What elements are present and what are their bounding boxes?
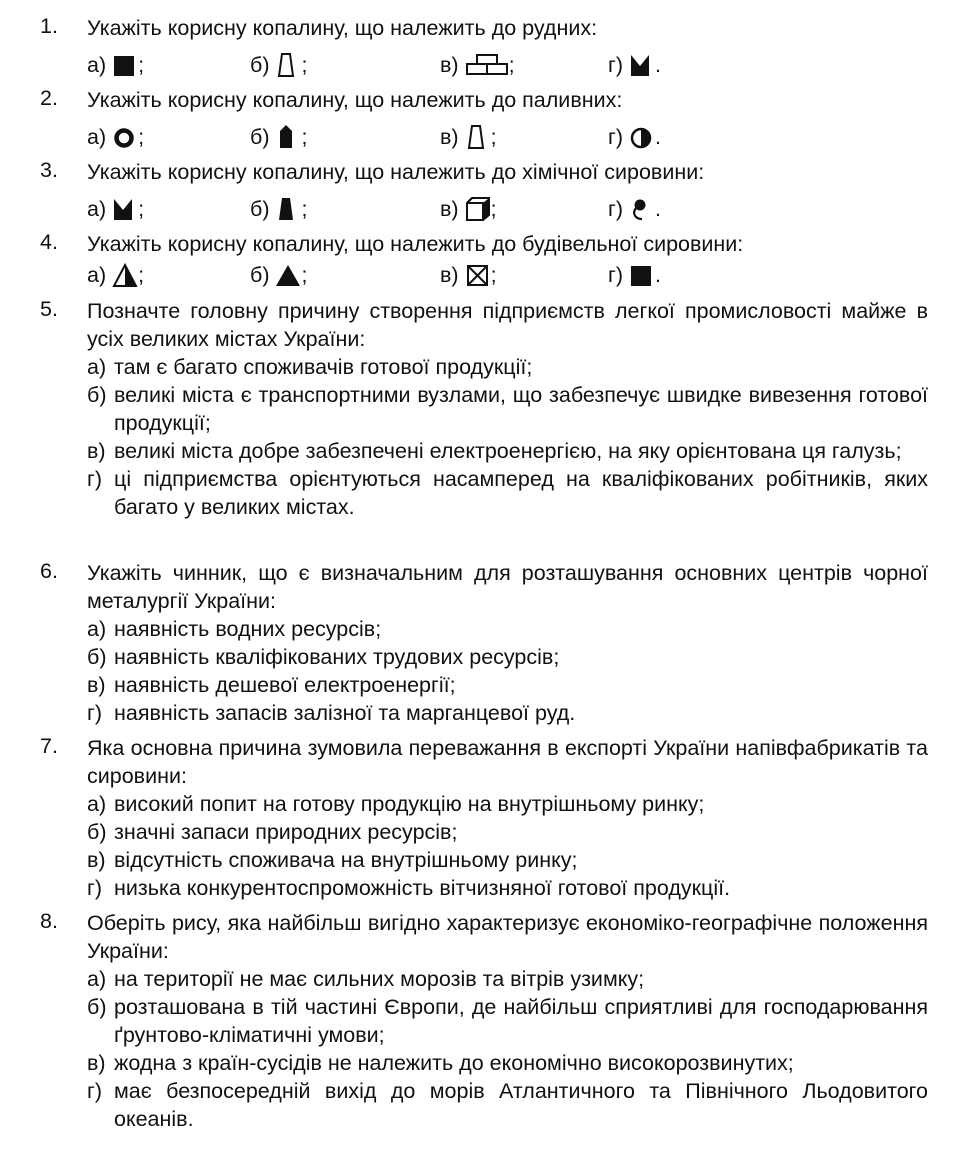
option-label: в) [440,124,459,149]
option-label: в) [440,262,459,287]
option-g[interactable] [608,258,661,292]
question-text: Яка основна причина зумовила переважання в експорті України напівфабрикатів та сировини: [87,736,928,788]
options-row [40,48,928,82]
answer-label: а) [87,967,107,991]
option-label: г) [608,262,624,287]
answer-label: а) [87,617,107,641]
option-label: а) [87,262,107,287]
option-g[interactable] [608,120,661,154]
answer-v[interactable] [87,437,928,465]
answer-a[interactable] [87,965,928,993]
black-square-icon [112,52,138,78]
answer-v[interactable] [87,671,928,699]
thick-ring-icon [112,124,138,150]
answer-g[interactable] [87,465,928,521]
answer-label: в) [87,848,106,872]
answer-label: в) [87,1051,106,1075]
half-filled-triangle-icon [112,262,138,288]
question-8 [40,909,928,1133]
answer-g[interactable] [87,1077,928,1133]
answer-text: великі міста є транспортними вузлами, що забезпечує швидке вивезення готової продукції; [114,383,928,435]
answer-text: наявність дешевої електроенергії; [114,673,456,697]
option-suffix: . [655,52,661,77]
answer-label: б) [87,383,107,407]
question-number: 1. [40,14,58,38]
answer-text: на території не має сильних морозів та вітрів узимку; [114,967,645,991]
answer-list [87,353,928,521]
options-row [40,258,928,292]
question-text: Укажіть корисну копалину, що належить до паливних: [87,88,623,112]
option-label: в) [440,52,459,77]
answer-text: високий попит на готову продукцію на внутрішньому ринку; [114,792,705,816]
crossed-square-icon [465,262,491,288]
answer-text: відсутність споживача на внутрішньому ринку; [114,848,578,872]
answer-label: в) [87,439,106,463]
answer-text: має безпосередній вихід до морів Атлантичного та Північного Льодовитого океанів. [114,1079,928,1131]
answer-g[interactable] [87,874,928,902]
hook-drop-icon [629,196,655,222]
question-text: Укажіть корисну копалину, що належить до рудних: [87,16,598,40]
option-label: в) [440,196,459,221]
question-number: 6. [40,559,58,583]
outline-trapezoid-icon [275,52,301,78]
question-number: 7. [40,734,58,758]
answer-label: г) [87,1079,103,1103]
option-b[interactable] [250,120,307,154]
answer-a[interactable] [87,353,928,381]
question-3 [40,158,928,226]
question-5 [40,297,928,521]
option-g[interactable] [608,48,661,82]
answer-label: б) [87,995,107,1019]
answer-label: б) [87,820,107,844]
option-label: б) [250,262,270,287]
answer-text: наявність запасів залізної та марганцевої руд. [114,701,576,725]
black-notched-square-icon [629,52,655,78]
option-v[interactable] [440,192,497,226]
options-row [40,192,928,226]
answer-b[interactable] [87,818,928,846]
question-number: 4. [40,230,58,254]
option-label: б) [250,196,270,221]
answer-g[interactable] [87,699,928,727]
answer-v[interactable] [87,846,928,874]
question-6 [40,559,928,727]
answer-text: великі міста добре забезпечені електроенергією, на яку орієнтована ця галузь; [114,439,902,463]
question-text: Укажіть корисну копалину, що належить до хімічної сировини: [87,160,705,184]
option-a[interactable] [87,120,144,154]
option-suffix: ; [301,262,308,287]
answer-b[interactable] [87,643,928,671]
question-7 [40,734,928,902]
options-row [40,120,928,154]
option-suffix: ; [490,124,497,149]
option-suffix: . [655,262,661,287]
option-g[interactable] [608,192,661,226]
option-label: а) [87,52,107,77]
option-suffix: ; [301,52,308,77]
option-suffix: . [655,124,661,149]
answer-label: г) [87,467,103,491]
answer-label: г) [87,701,103,725]
question-text: Оберіть рису, яка найбільш вигідно характеризує економіко-географічне положення України: [87,911,928,963]
answer-list [87,615,928,727]
option-suffix: ; [301,196,308,221]
option-suffix: ; [490,196,497,221]
answer-text: там є багато споживачів готової продукції; [114,355,533,379]
answer-label: г) [87,876,103,900]
option-label: а) [87,196,107,221]
answer-list [87,790,928,902]
answer-b[interactable] [87,381,928,437]
option-a[interactable] [87,258,144,292]
outline-trapezoid-icon [465,124,491,150]
black-triangle-icon [275,262,301,288]
option-b[interactable] [250,48,307,82]
answer-text: наявність кваліфікованих трудових ресурсів; [114,645,560,669]
answer-text: жодна з країн-сусідів не належить до економічно високорозвинутих; [114,1051,794,1075]
black-pentagon-pointed-icon [275,124,301,150]
option-suffix: ; [490,262,497,287]
option-label: а) [87,124,107,149]
option-suffix: ; [138,262,145,287]
option-label: г) [608,124,624,149]
option-label: б) [250,124,270,149]
option-suffix: ; [138,52,145,77]
option-a[interactable] [87,192,144,226]
brick-stack-icon [465,52,509,78]
option-suffix: ; [138,124,145,149]
option-suffix: . [655,196,661,221]
answer-label: а) [87,792,107,816]
option-a[interactable] [87,48,144,82]
question-2 [40,86,928,154]
question-number: 8. [40,909,58,933]
option-v[interactable] [440,120,497,154]
answer-text: наявність водних ресурсів; [114,617,382,641]
answer-text: розташована в тій частині Європи, де найбільш сприятливі для господарювання ґрунтово-кліматичні умови; [114,995,928,1047]
black-square-icon [629,262,655,288]
question-4 [40,230,928,292]
option-suffix: ; [138,196,145,221]
answer-label: в) [87,673,106,697]
answer-text: низька конкурентоспроможність вітчизняної готової продукції. [114,876,731,900]
answer-label: а) [87,355,107,379]
option-label: б) [250,52,270,77]
answer-label: б) [87,645,107,669]
option-suffix: ; [301,124,308,149]
option-v[interactable] [440,48,515,82]
black-notched-square-icon [112,196,138,222]
question-text: Укажіть корисну копалину, що належить до будівельної сировини: [87,232,744,256]
answer-list [87,965,928,1133]
answer-text: ці підприємства орієнтуються насамперед на кваліфікованих робітників, яких багато у великих містах. [114,467,928,519]
option-label: г) [608,52,624,77]
option-b[interactable] [250,192,307,226]
answer-b[interactable] [87,993,928,1049]
question-1 [40,14,928,82]
black-trapezoid-icon [275,196,301,222]
question-number: 2. [40,86,58,110]
question-number: 5. [40,297,58,321]
half-filled-circle-icon [629,124,655,150]
isometric-cube-icon [465,196,491,222]
option-b[interactable] [250,258,307,292]
option-v[interactable] [440,258,497,292]
question-text: Позначте головну причину створення підприємств легкої промисловості майже в усіх великих містах України: [87,299,928,351]
question-text: Укажіть чинник, що є визначальним для розташування основних центрів чорної металургії України: [87,561,928,613]
option-suffix: ; [508,52,515,77]
answer-a[interactable] [87,615,928,643]
answer-text: значні запаси природних ресурсів; [114,820,458,844]
option-label: г) [608,196,624,221]
answer-a[interactable] [87,790,928,818]
question-number: 3. [40,158,58,182]
answer-v[interactable] [87,1049,928,1077]
